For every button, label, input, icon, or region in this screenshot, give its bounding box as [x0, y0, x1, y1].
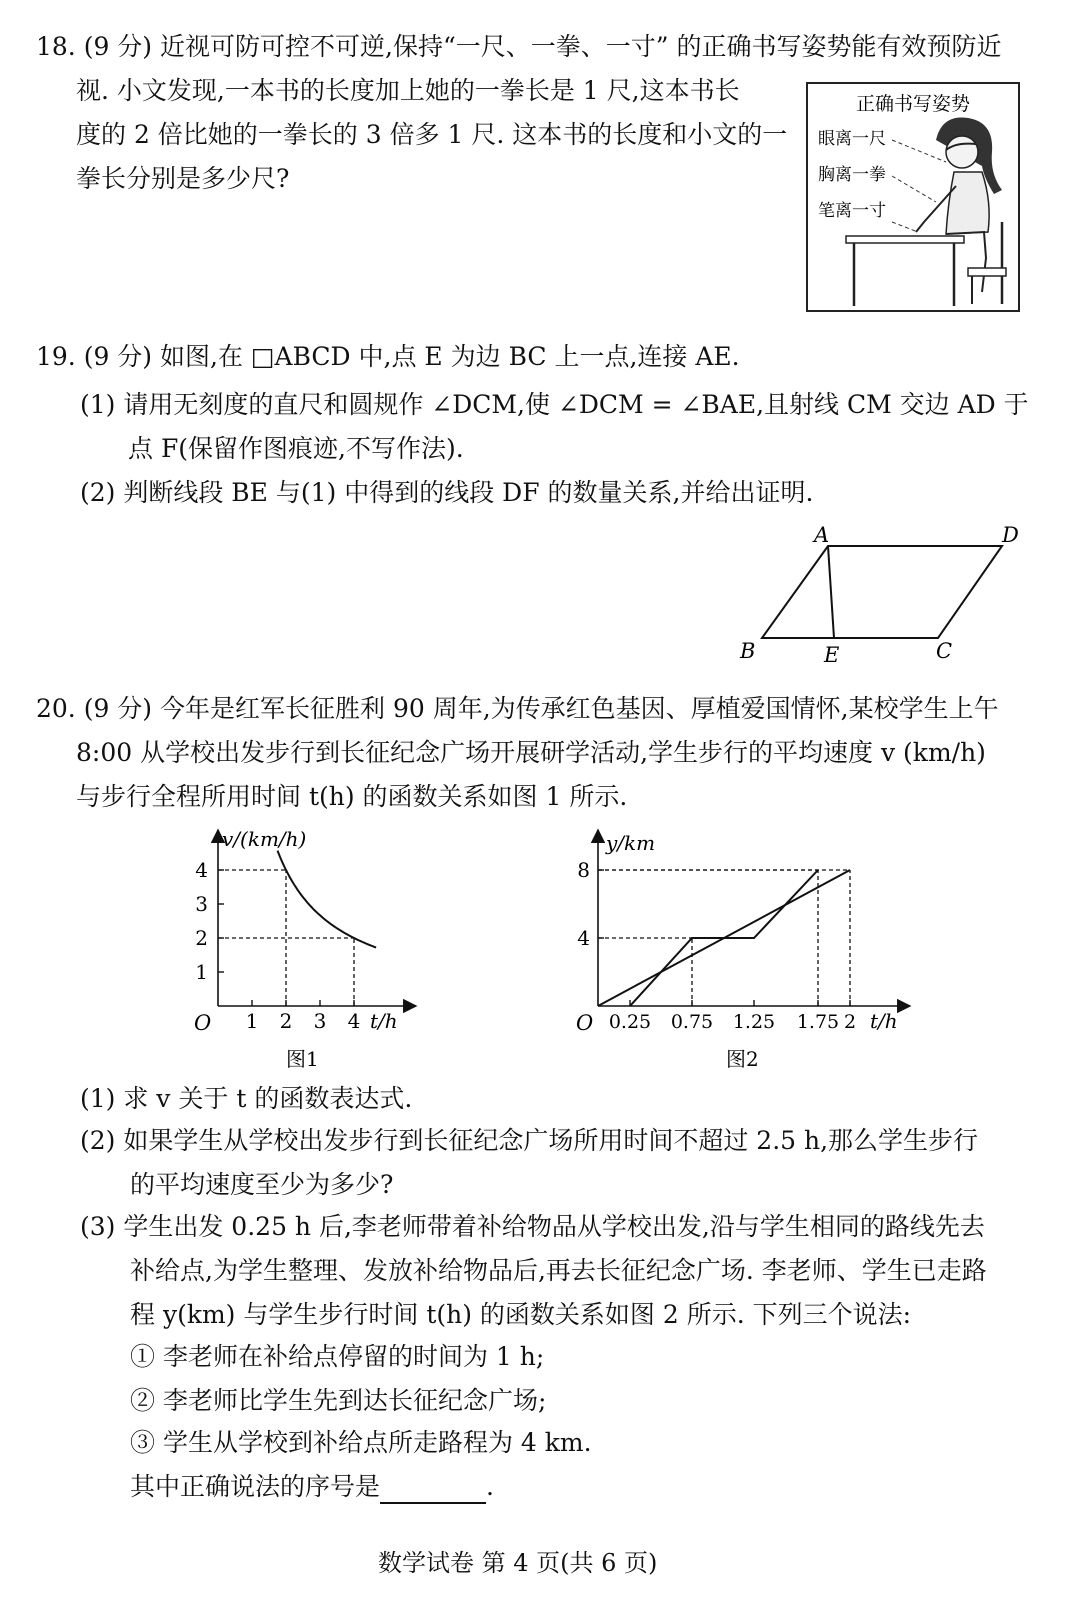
q20-answer-prompt: 其中正确说法的序号是: [130, 1472, 381, 1501]
posture-illustration: [806, 82, 1020, 312]
fig1-xlabel: t/h: [370, 1009, 398, 1033]
figure-1-svg: [180, 824, 440, 1074]
posture-label-eye: 眼离一尺: [818, 129, 886, 149]
point-label-a: A: [814, 523, 830, 547]
posture-title: 正确书写姿势: [855, 93, 971, 115]
fig1-curve: [278, 851, 377, 948]
answer-blank[interactable]: [380, 1476, 486, 1504]
fig1-x-tick-label: 2: [279, 1009, 293, 1033]
q20-part3-line2: 补给点,为学生整理、发放补给物品后,再去长征纪念广场. 李老师、学生已走路: [130, 1256, 987, 1285]
q18-line-3: 度的 2 倍比她的一拳长的 3 倍多 1 尺. 这本书的长度和小文的一: [76, 120, 788, 149]
q20-part1: (1) 求 v 关于 t 的函数表达式.: [80, 1084, 413, 1113]
q20-answer-line: [130, 1470, 494, 1504]
q18-line-2: 视. 小文发现,一本书的长度加上她的一拳长是 1 尺,这本书长: [76, 76, 740, 105]
fig2-x-tick-label: 2: [843, 1011, 857, 1033]
posture-label-pen: 笔离一寸: [818, 201, 886, 221]
fig1-title: 图1: [286, 1047, 319, 1071]
posture-label-chest: 胸离一拳: [818, 165, 886, 185]
fig2-origin: O: [576, 1011, 594, 1035]
figure-1-chart: [180, 824, 440, 1074]
fig1-y-tick-label: 4: [195, 858, 208, 882]
figure-2-chart: [570, 824, 920, 1074]
page-footer: 数学试卷 第 4 页(共 6 页): [378, 1549, 658, 1577]
parallelogram-abcd: [730, 516, 1030, 672]
fig1-x-tick-label: 1: [245, 1009, 259, 1033]
fig1-x-tick-label: 4: [347, 1009, 361, 1033]
fig1-y-tick-label: 3: [195, 892, 208, 916]
fig2-teacher-line: [630, 870, 818, 1006]
fig1-origin: O: [194, 1011, 212, 1035]
q20-part2-line1: (2) 如果学生从学校出发步行到长征纪念广场所用时间不超过 2.5 h,那么学生步行: [80, 1126, 979, 1155]
q19-part1-line2: 点 F(保留作图痕迹,不写作法).: [128, 434, 464, 463]
q20-statement-2: ② 李老师比学生先到达长征纪念广场;: [130, 1386, 547, 1415]
q19-part2: (2) 判断线段 BE 与(1) 中得到的线段 DF 的数量关系,并给出证明.: [80, 478, 814, 507]
q20-part3-line3: 程 y(km) 与学生步行时间 t(h) 的函数关系如图 2 所示. 下列三个说法:: [130, 1300, 912, 1329]
q20-part2-line2: 的平均速度至少为多少?: [130, 1170, 394, 1199]
fig1-x-tick-label: 3: [313, 1009, 327, 1033]
figure-2-svg: [570, 824, 920, 1074]
point-label-b: B: [740, 639, 756, 663]
q20-line-3: 与步行全程所用时间 t(h) 的函数关系如图 1 所示.: [76, 782, 628, 811]
q19-part1-line1: (1) 请用无刻度的直尺和圆规作 ∠DCM,使 ∠DCM = ∠BAE,且射线 CM 交边 AD 于: [80, 390, 1029, 419]
fig2-title: 图2: [726, 1047, 759, 1071]
fig2-y-tick-label: 8: [577, 858, 590, 882]
point-label-e: E: [824, 643, 840, 667]
fig1-y-tick-label: 1: [195, 960, 208, 984]
q20-statement-1: ① 李老师在补给点停留的时间为 1 h;: [130, 1342, 545, 1371]
fig2-x-tick-label: 0.75: [670, 1011, 714, 1033]
q20-part3-line1: (3) 学生出发 0.25 h 后,李老师带着补给物品从学校出发,沿与学生相同的路线先去: [80, 1212, 985, 1241]
q19-stem: 19. (9 分) 如图,在 □ABCD 中,点 E 为边 BC 上一点,连接 AE.: [36, 342, 740, 371]
q18-line-1: 18. (9 分) 近视可防可控不可逆,保持“一尺、一拳、一寸” 的正确书写姿势能有效预防近: [36, 32, 1002, 61]
fig2-y-tick-label: 4: [577, 926, 590, 950]
q20-line-1: 20. (9 分) 今年是红军长征胜利 90 周年,为传承红色基因、厚植爱国情怀,某校学生上午: [36, 694, 999, 723]
posture-figure: [806, 82, 1020, 312]
parallelogram-figure: [730, 516, 1030, 672]
answer-tail: .: [486, 1472, 494, 1501]
fig2-xlabel: t/h: [870, 1009, 898, 1033]
fig1-ylabel: v/(km/h): [222, 827, 307, 851]
fig1-y-tick-label: 2: [195, 926, 208, 950]
fig2-x-tick-label: 1.25: [732, 1011, 776, 1033]
fig2-x-tick-label: 0.25: [608, 1011, 652, 1033]
fig2-ylabel: y/km: [606, 831, 656, 855]
q20-statement-3: ③ 学生从学校到补给点所走路程为 4 km.: [130, 1428, 592, 1457]
q18-line-4: 拳长分别是多少尺?: [76, 164, 290, 193]
q20-line-2: 8:00 从学校出发步行到长征纪念广场开展研学活动,学生步行的平均速度 v (km/h): [76, 738, 986, 767]
point-label-d: D: [1002, 523, 1019, 547]
fig2-x-tick-label: 1.75: [796, 1011, 840, 1033]
point-label-c: C: [936, 639, 953, 663]
